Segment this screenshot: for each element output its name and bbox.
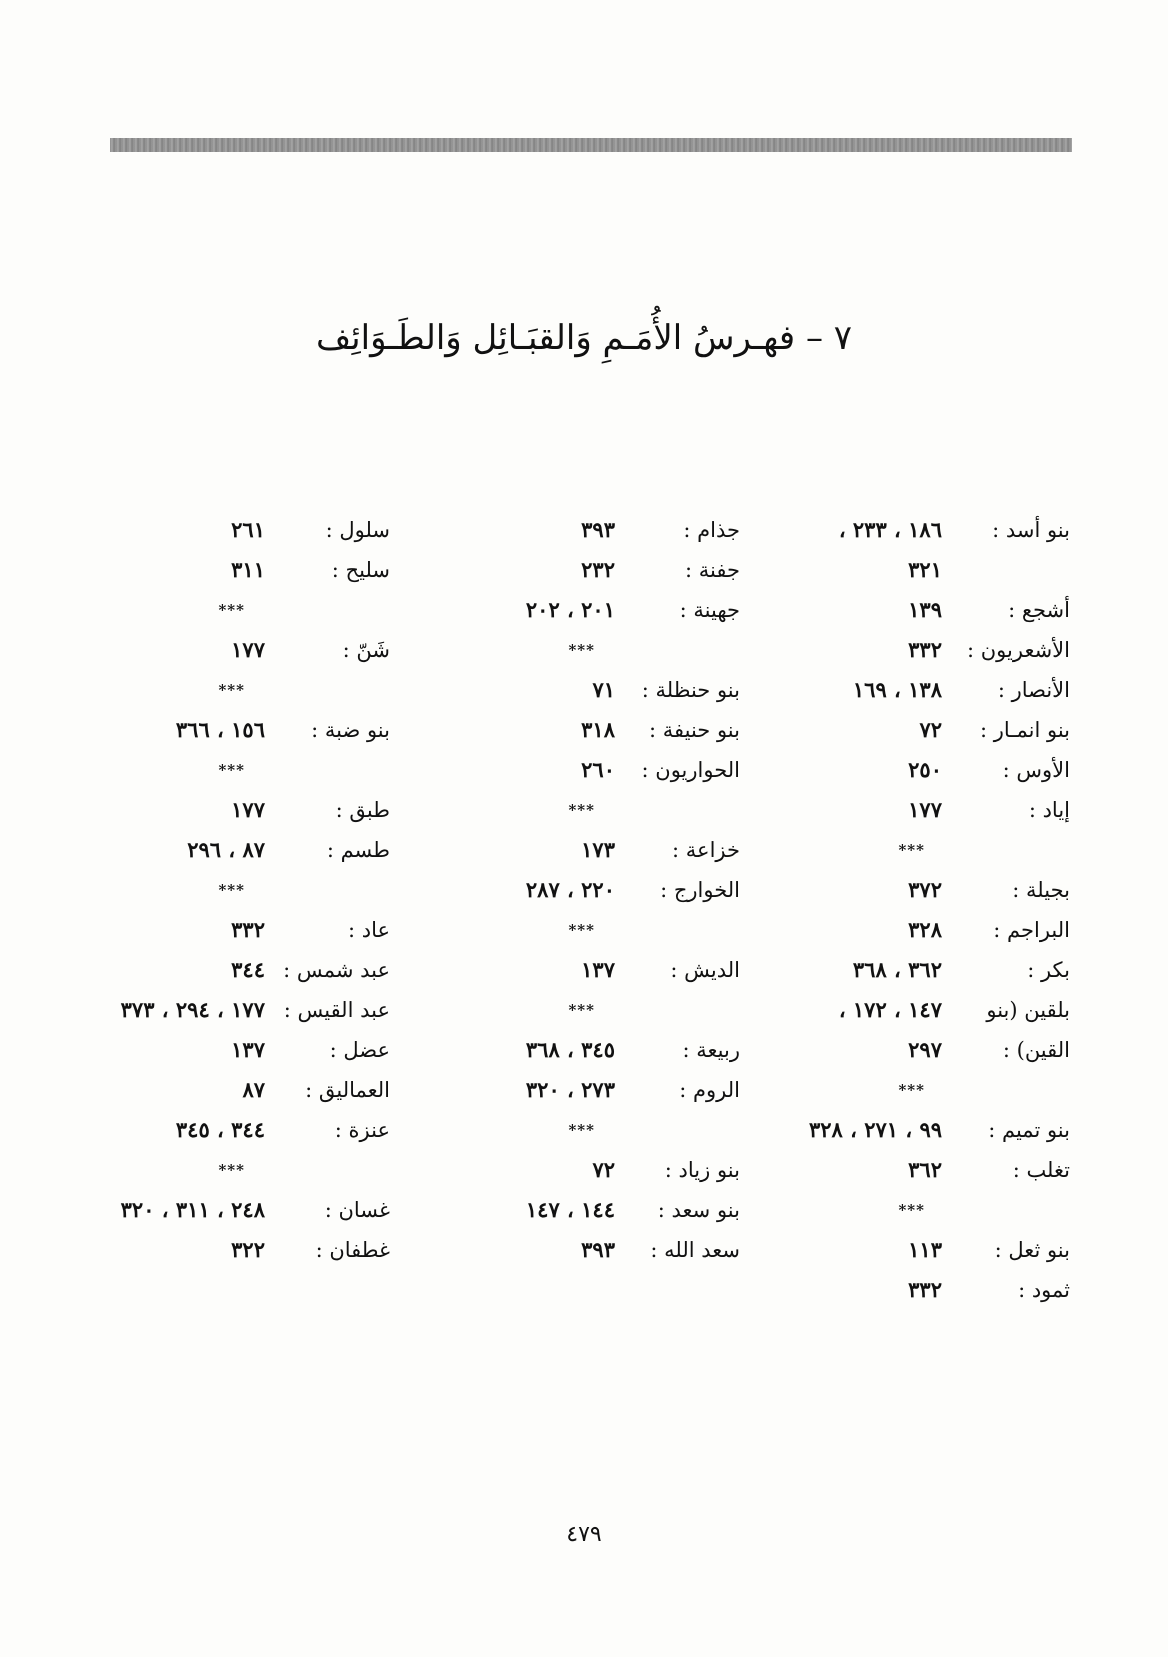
entry-name: بنو أسد : (992, 518, 1070, 542)
index-entry (60, 550, 390, 590)
entry-pages: ١٣٧ (581, 957, 615, 982)
index-entry (60, 630, 390, 670)
entry-name: عبد القيس : (283, 998, 390, 1022)
index-entry (770, 1030, 1070, 1070)
index-entry (60, 950, 390, 990)
entry-pages: ٨٧ (242, 1077, 265, 1102)
entry-pages: ٨٧ ، ٢٩٦ (187, 837, 265, 862)
entry-name: الأوس : (1002, 758, 1070, 782)
entry-name: طسم : (326, 838, 390, 862)
index-entry (400, 750, 740, 790)
entry-name: طبق : (335, 798, 390, 822)
entry-name: ثمود : (1018, 1278, 1070, 1302)
entry-pages: ٣٤٥ ، ٣٦٨ (525, 1037, 615, 1062)
entry-name: بنو حنظلة : (641, 678, 740, 702)
section-separator: *** (568, 921, 595, 939)
index-entry (400, 1190, 740, 1230)
index-entry (770, 710, 1070, 750)
index-entry (400, 950, 740, 990)
entry-name: الحواريون : (641, 758, 740, 782)
entry-pages: ٢٣٢ (581, 557, 615, 582)
index-entry (400, 1230, 740, 1270)
entry-name: بنو انمـار : (980, 718, 1070, 742)
page-number: ٤٧٩ (566, 1522, 602, 1547)
index-entry (770, 870, 1070, 910)
entry-name: الخوارج : (660, 878, 740, 902)
index-entry (770, 990, 1070, 1030)
entry-name: الروم : (679, 1078, 740, 1102)
entry-pages: ٣٢٢ (231, 1237, 265, 1262)
entry-pages: ٢٦١ (231, 517, 265, 542)
index-entry (400, 670, 740, 710)
entry-pages: ١٤٤ ، ١٤٧ (525, 1197, 615, 1222)
entry-pages: ١١٣ (908, 1237, 942, 1262)
entry-name: ربيعة : (682, 1038, 740, 1062)
section-separator: *** (568, 1121, 595, 1139)
section-separator: *** (568, 801, 595, 819)
entry-pages: ٣٢٨ (908, 917, 942, 942)
entry-name: سعد الله : (650, 1238, 740, 1262)
entry-name: عبد شمس : (283, 958, 390, 982)
entry-name: عنزة : (334, 1118, 390, 1142)
entry-pages: ٣٣٢ (231, 917, 265, 942)
page-title: ٧ – فهـرسُ الأُمَـمِ وَالقبَـائِل وَالطَـوَائِف (315, 318, 853, 358)
entry-name: بنو ضبة : (311, 718, 390, 742)
index-entry (60, 710, 390, 750)
entry-pages: ١٨٦ ، ٢٣٣ ، (838, 517, 942, 542)
entry-pages: ٢٩٧ (908, 1037, 942, 1062)
index-entry (400, 1070, 740, 1110)
entry-pages: ٣٢١ (908, 557, 942, 582)
entry-name: الديش : (670, 958, 740, 982)
index-entry (770, 950, 1070, 990)
index-entry (60, 790, 390, 830)
entry-pages: ١٧٣ (581, 837, 615, 862)
entry-name: جهينة : (679, 598, 740, 622)
entry-pages: ٢٥٠ (908, 757, 942, 782)
entry-pages: ١٧٧ (908, 797, 942, 822)
entry-name: خزاعة : (672, 838, 740, 862)
index-entry (400, 510, 740, 550)
entry-name: سلول : (325, 518, 390, 542)
index-entry (60, 990, 390, 1030)
entry-name: غطفان : (315, 1238, 390, 1262)
entry-pages: ١٣٩ (908, 597, 942, 622)
index-entry (400, 710, 740, 750)
index-entry (60, 910, 390, 950)
index-entry (770, 1270, 1070, 1310)
entry-name: القين) : (1002, 1038, 1070, 1062)
index-entry (400, 590, 740, 630)
section-separator: *** (898, 1081, 925, 1099)
index-entry (60, 1230, 390, 1270)
section-separator: *** (898, 841, 925, 859)
entry-pages: ٣١١ (231, 557, 265, 582)
entry-name: جفنة : (685, 558, 740, 582)
entry-pages: ٢٤٨ ، ٣١١ ، ٣٢٠ (120, 1197, 265, 1222)
section-separator: *** (218, 601, 245, 619)
index-column-right (770, 510, 1070, 1310)
index-entry (770, 1230, 1070, 1270)
section-separator: *** (218, 1161, 245, 1179)
index-column-middle (400, 510, 740, 1270)
index-entry (770, 910, 1070, 950)
index-column-left (60, 510, 390, 1270)
entry-pages: ٣٣٢ (908, 637, 942, 662)
entry-name: العماليق : (305, 1078, 390, 1102)
entry-name: الأنصار : (997, 678, 1070, 702)
entry-pages: ٣٦٢ ، ٣٦٨ (852, 957, 942, 982)
section-separator: *** (218, 681, 245, 699)
index-entry (60, 1110, 390, 1150)
entry-pages: ٣٩٣ (581, 1237, 615, 1262)
entry-name: عضل : (329, 1038, 390, 1062)
index-entry (770, 630, 1070, 670)
section-separator: *** (218, 881, 245, 899)
index-entry (60, 510, 390, 550)
entry-pages: ١٥٦ ، ٣٦٦ (175, 717, 265, 742)
entry-pages: ٢٢٠ ، ٢٨٧ (525, 877, 615, 902)
entry-name: بنو زياد : (664, 1158, 740, 1182)
index-entry (60, 1190, 390, 1230)
entry-name: بنو سعد : (657, 1198, 740, 1222)
index-entry (400, 550, 740, 590)
entry-pages: ٣٣٢ (908, 1277, 942, 1302)
index-entry (770, 550, 1070, 590)
entry-pages: ٩٩ ، ٢٧١ ، ٣٢٨ (808, 1117, 942, 1142)
entry-name: شَنّ : (342, 638, 390, 662)
entry-pages: ١٧٧ ، ٢٩٤ ، ٣٧٣ (120, 997, 265, 1022)
index-entry (770, 510, 1070, 550)
entry-name: بنو حنيفة : (649, 718, 740, 742)
index-table (60, 510, 1070, 1470)
entry-pages: ١٧٧ (231, 637, 265, 662)
entry-name: عاد : (347, 918, 390, 942)
entry-pages: ٧٢ (919, 717, 942, 742)
header-rule (110, 138, 1072, 152)
entry-name: أشجع : (1008, 598, 1070, 622)
entry-pages: ٣٩٣ (581, 517, 615, 542)
index-entry (60, 1070, 390, 1110)
entry-pages: ٣١٨ (581, 717, 615, 742)
entry-pages: ٧١ (592, 677, 615, 702)
index-entry (770, 1150, 1070, 1190)
entry-pages: ١٣٧ (231, 1037, 265, 1062)
entry-pages: ٢٦٠ (581, 757, 615, 782)
entry-name: تغلب : (1012, 1158, 1070, 1182)
entry-name: بجيلة : (1012, 878, 1070, 902)
entry-pages: ١٧٧ (231, 797, 265, 822)
entry-pages: ٧٢ (592, 1157, 615, 1182)
entry-pages: ٣٦٢ (908, 1157, 942, 1182)
index-entry (400, 830, 740, 870)
index-entry (400, 870, 740, 910)
entry-name: البراجم : (993, 918, 1070, 942)
index-entry (400, 1030, 740, 1070)
entry-pages: ٣٤٤ ، ٣٤٥ (175, 1117, 265, 1142)
entry-pages: ٢٧٣ ، ٣٢٠ (525, 1077, 615, 1102)
entry-name: بلقين (بنو (986, 998, 1070, 1022)
index-entry (770, 750, 1070, 790)
section-separator: *** (568, 1001, 595, 1019)
entry-pages: ٣٤٤ (231, 957, 265, 982)
entry-name: سليح : (331, 558, 390, 582)
index-entry (770, 590, 1070, 630)
index-entry (770, 1110, 1070, 1150)
entry-name: الأشعريون : (967, 638, 1070, 662)
index-entry (400, 1150, 740, 1190)
entry-name: غسان : (324, 1198, 390, 1222)
entry-pages: ٣٧٢ (908, 877, 942, 902)
index-entry (770, 670, 1070, 710)
section-separator: *** (218, 761, 245, 779)
entry-name: بنو ثعل : (994, 1238, 1070, 1262)
section-separator: *** (898, 1201, 925, 1219)
index-entry (60, 830, 390, 870)
entry-pages: ٢٠١ ، ٢٠٢ (525, 597, 615, 622)
index-entry (770, 790, 1070, 830)
index-entry (60, 1030, 390, 1070)
entry-name: بكر : (1027, 958, 1070, 982)
entry-pages: ١٤٧ ، ١٧٢ ، (838, 997, 942, 1022)
section-separator: *** (568, 641, 595, 659)
entry-name: بنو تميم : (988, 1118, 1070, 1142)
entry-name: جذام : (683, 518, 740, 542)
entry-name: إياد : (1028, 798, 1070, 822)
entry-pages: ١٣٨ ، ١٦٩ (852, 677, 942, 702)
